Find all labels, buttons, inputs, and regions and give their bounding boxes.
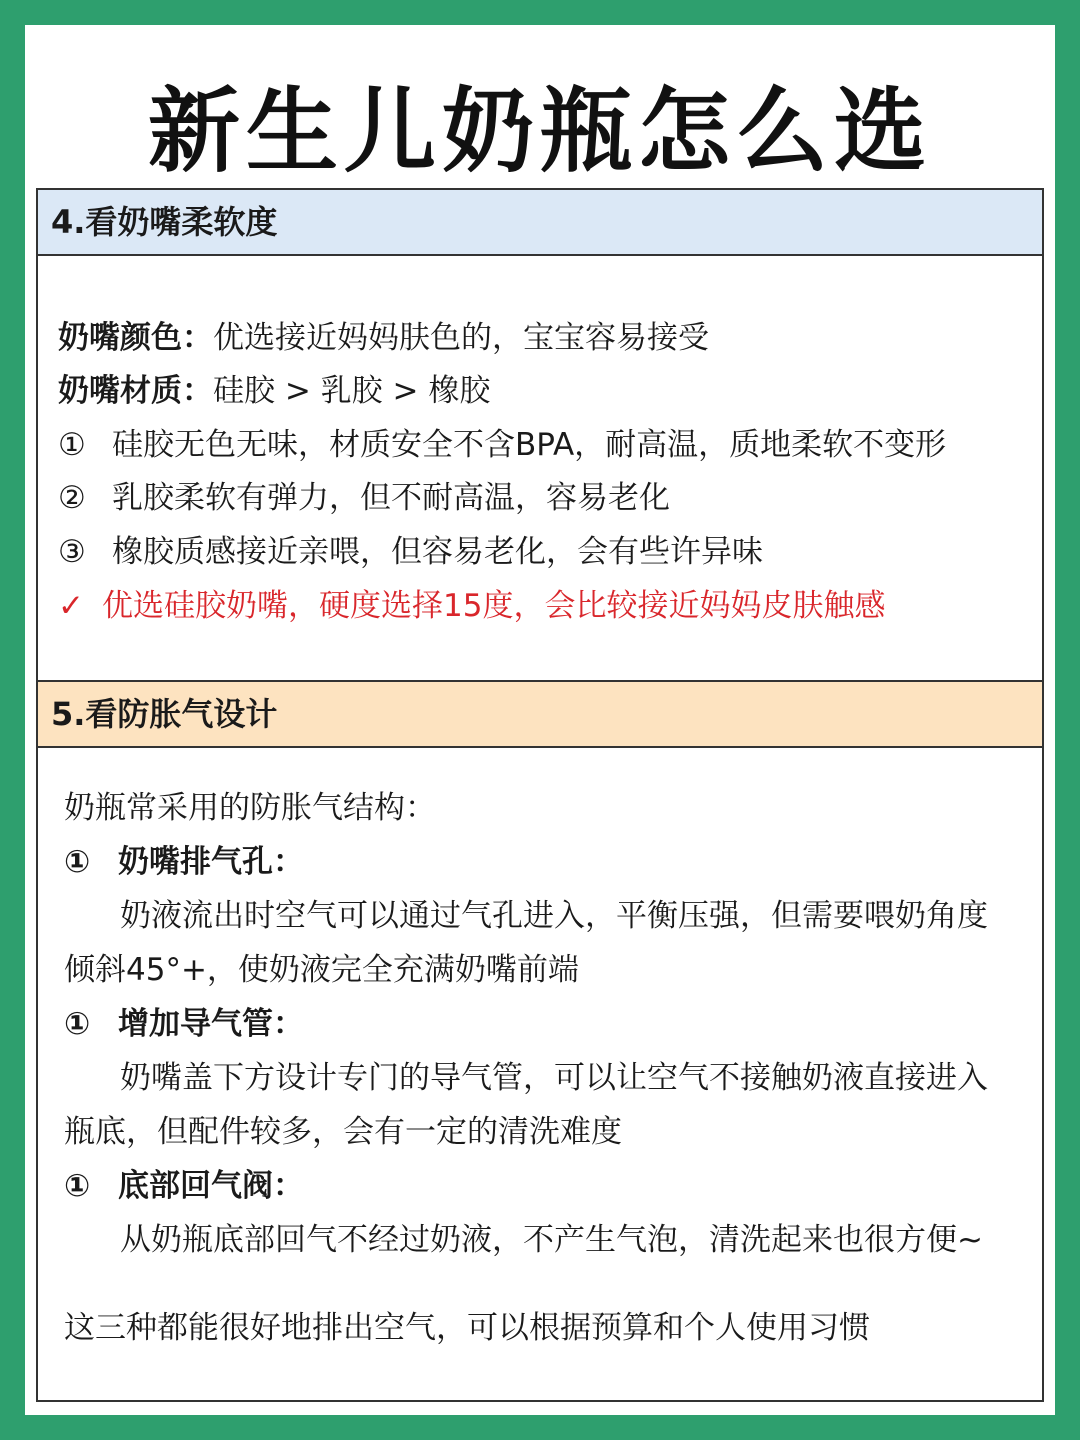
nipple-color-text: 优选接近妈妈肤色的，宝宝容易接受 <box>213 320 709 356</box>
structure-label: 奶嘴排气孔： <box>118 844 304 880</box>
structure-item-title <box>64 1004 304 1044</box>
conclusion-text: 这三种都能很好地排出空气，可以根据预算和个人使用习惯 <box>64 1310 870 1346</box>
structure-desc: 倾斜45°+，使奶液完全充满奶嘴前端 <box>64 952 579 988</box>
list-marker: ③ <box>58 534 86 570</box>
list-marker: ② <box>58 480 86 516</box>
section-anti-colic <box>36 680 1044 1402</box>
list-text: 橡胶质感接近亲喂，但容易老化，会有些许异味 <box>112 534 763 570</box>
check-icon: ✓ <box>58 588 84 624</box>
structure-desc: 从奶瓶底部回气不经过奶液，不产生气泡，清洗起来也很方便~ <box>120 1222 983 1258</box>
list-text: 硅胶无色无味，材质安全不含BPA，耐高温，质地柔软不变形 <box>112 427 947 463</box>
tip-text: 优选硅胶奶嘴，硬度选择15度，会比较接近妈妈皮肤触感 <box>102 588 886 624</box>
structure-item-title <box>64 1166 304 1206</box>
list-marker: ① <box>64 844 91 880</box>
structure-label: 底部回气阀： <box>118 1168 304 1204</box>
list-item <box>58 478 670 518</box>
list-item <box>58 532 763 572</box>
section-heading: 4.看奶嘴柔软度 <box>38 190 1042 256</box>
list-marker: ① <box>58 427 86 463</box>
page-card <box>25 25 1055 1415</box>
nipple-material-label: 奶嘴材质： <box>58 373 213 409</box>
section-nipple-softness <box>36 188 1044 682</box>
list-text: 乳胶柔软有弹力，但不耐高温，容易老化 <box>112 480 670 516</box>
recommendation-tip <box>58 586 885 626</box>
nipple-material-text: 硅胶 > 乳胶 > 橡胶 <box>213 373 491 409</box>
section-heading: 5.看防胀气设计 <box>38 682 1042 748</box>
nipple-color-row <box>58 318 709 358</box>
page-title: 新生儿奶瓶怎么选 <box>147 78 932 185</box>
list-marker: ① <box>64 1168 91 1204</box>
list-item <box>58 425 946 465</box>
structure-desc: 瓶底，但配件较多，会有一定的清洗难度 <box>64 1114 622 1150</box>
structure-label: 增加导气管： <box>118 1006 304 1042</box>
structure-item-title <box>64 842 304 882</box>
structure-desc: 奶嘴盖下方设计专门的导气管，可以让空气不接触奶液直接进入 <box>120 1060 988 1096</box>
structure-desc: 奶液流出时空气可以通过气孔进入，平衡压强，但需要喂奶角度 <box>120 898 988 934</box>
intro-text: 奶瓶常采用的防胀气结构： <box>64 790 436 826</box>
list-marker: ① <box>64 1006 91 1042</box>
nipple-material-row <box>58 371 490 411</box>
nipple-color-label: 奶嘴颜色： <box>58 320 213 356</box>
